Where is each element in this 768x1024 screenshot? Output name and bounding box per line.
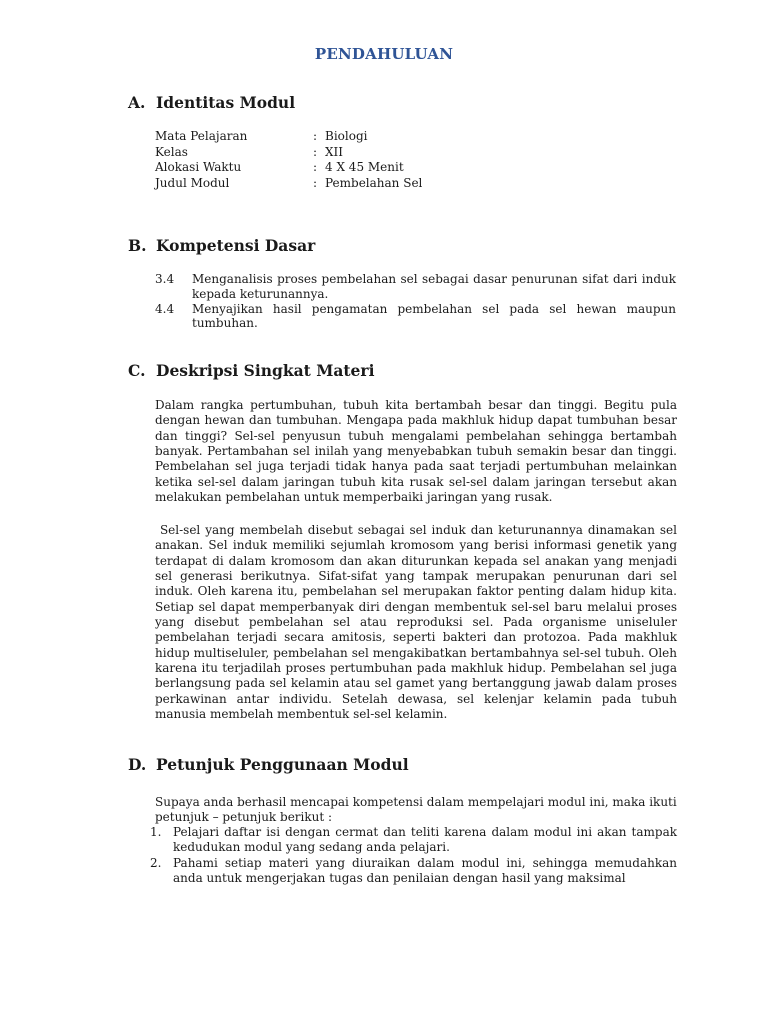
competency-text: Menyajikan hasil pengamatan pembelahan sel pada sel hewan maupun tumbuhan. (192, 301, 676, 331)
competency-list (155, 272, 676, 331)
section-c-title: Deskripsi Singkat Materi (156, 361, 375, 380)
description-paragraph-2: Sel-sel yang membelah disebut sebagai sel induk dan keturunannya dinamakan sel anakan. Sel induk memiliki sejumlah kromosom yang berisi informasi genetik yang terdapat di dalam kromosom dan akan diturunkan kepada sel anakan yang menjadi sel generasi berikutnya. Sifat-sifat yang tampak merupakan penurunan dari sel induk. Oleh karena itu, pembelahan sel merupakan faktor penting dalam hidup kita. Setiap sel dapat memperbanyak diri dengan membentuk sel-sel baru melalui proses yang disebut pembelahan sel atau reproduksi sel. Pada organisme uniseluler pembelahan terjadi secara amitosis, seperti bakteri dan protozoa. Pada makhluk hidup multiseluler, pembelahan sel mengakibatkan bertambahnya sel-sel tubuh. Oleh karena itu terjadilah proses pertumbuhan pada makhluk hidup. Pembelahan sel juga berlangsung pada sel kelamin atau sel gamet yang bertanggung jawab dalam proses perkawinan antar individu. Setelah dewasa, sel kelenjar kelamin pada tubuh manusia membelah membentuk sel-sel kelamin. (155, 523, 681, 722)
instructions-list (150, 825, 677, 886)
competency-item (155, 272, 676, 302)
section-c-letter: C. (128, 361, 146, 380)
section-d-letter: D. (128, 755, 147, 774)
identity-table (155, 129, 422, 191)
identity-value: 4 X 45 Menit (325, 160, 404, 174)
section-d-heading (128, 755, 409, 774)
section-c-heading (128, 361, 374, 380)
identity-row (155, 160, 422, 176)
identity-colon: : (313, 175, 318, 190)
instruction-number: 2. (150, 855, 162, 870)
instruction-item (150, 856, 677, 887)
instructions-intro: Supaya anda berhasil mencapai kompetensi dalam mempelajari modul ini, maka ikuti petunjuk – petunjuk berikut : (155, 795, 677, 825)
identity-row (155, 129, 422, 145)
page-title: PENDAHULUAN (314, 45, 454, 63)
section-b-title: Kompetensi Dasar (156, 236, 316, 255)
identity-label: Alokasi Waktu (155, 160, 242, 174)
identity-colon: : (313, 129, 318, 143)
section-d-title: Petunjuk Penggunaan Modul (156, 755, 409, 774)
section-a-letter: A. (128, 93, 146, 112)
instruction-text: Pelajari daftar isi dengan cermat dan teliti karena dalam modul ini akan tampak kedudukan modul yang sedang anda pelajari. (173, 825, 677, 855)
competency-text: Menganalisis proses pembelahan sel sebagai dasar penurunan sifat dari induk kepada keturunannya. (192, 272, 676, 301)
identity-value: Pembelahan Sel (325, 175, 423, 190)
section-b-letter: B. (128, 236, 147, 255)
identity-value: XII (325, 144, 344, 159)
identity-label: Judul Modul (155, 175, 230, 190)
section-a-heading (128, 93, 295, 112)
section-a-title: Identitas Modul (156, 93, 296, 112)
identity-row (155, 176, 422, 192)
identity-colon: : (313, 144, 318, 159)
identity-colon: : (313, 160, 318, 174)
instruction-number: 1. (150, 825, 162, 839)
competency-item (155, 302, 676, 332)
competency-number: 4.4 (155, 301, 175, 316)
competency-number: 3.4 (155, 272, 175, 286)
identity-value: Biologi (325, 129, 368, 143)
instruction-text: Pahami setiap materi yang diuraikan dalam modul ini, sehingga memudahkan anda untuk mengerjakan tugas dan penilaian dengan hasil yang maksimal (173, 855, 677, 885)
identity-label: Kelas (155, 144, 188, 159)
identity-label: Mata Pelajaran (155, 129, 248, 143)
description-paragraph-1: Dalam rangka pertumbuhan, tubuh kita bertambah besar dan tinggi. Begitu pula dengan hewan dan tumbuhan. Mengapa pada makhluk hidup dapat tumbuhan besar dan tinggi? Sel-sel penyusun tubuh mengalami pembelahan sehingga bertambah banyak. Pertambahan sel inilah yang menyebabkan tubuh semakin besar dan tinggi. Pembelahan sel juga terjadi tidak hanya pada saat terjadi pertumbuhan melainkan ketika sel-sel dalam jaringan tubuh kita rusak sel-sel dalam jaringan tersebut akan melakukan pembelahan untuk memperbaiki jaringan yang rusak. (155, 398, 677, 505)
instruction-item (150, 825, 677, 856)
identity-row (155, 145, 422, 161)
section-b-heading (128, 236, 315, 255)
